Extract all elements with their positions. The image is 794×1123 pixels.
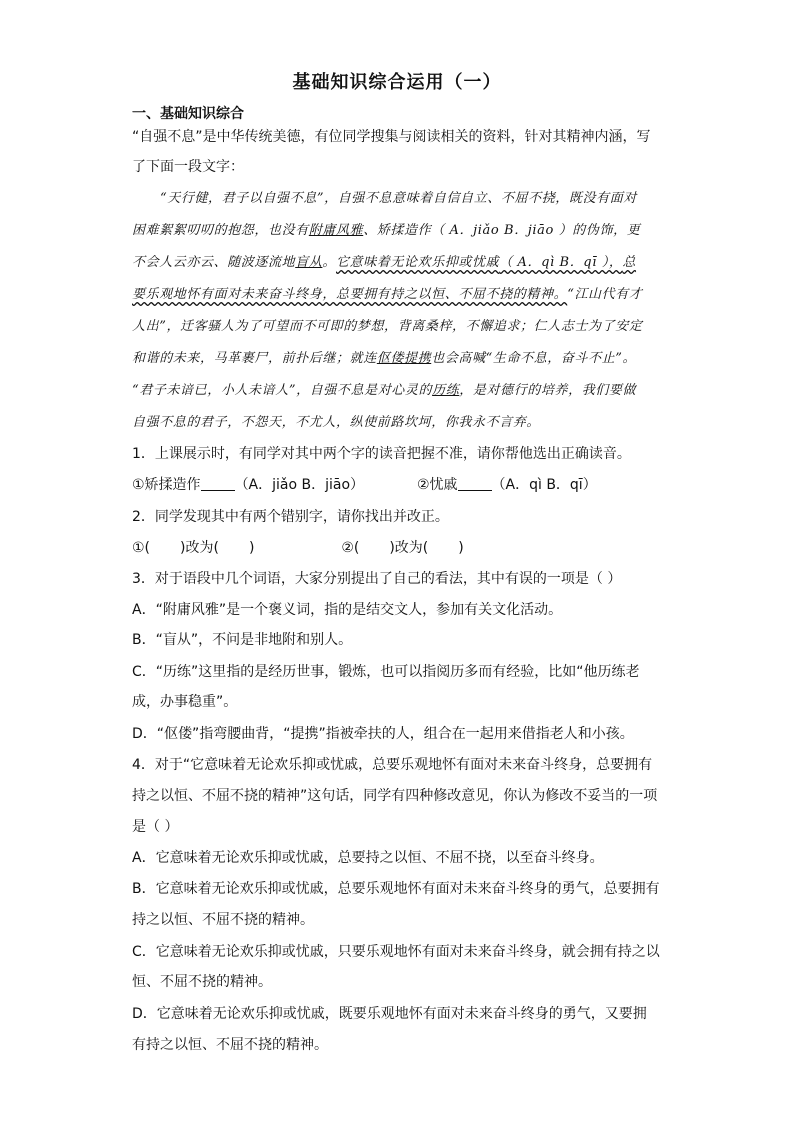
question-4-option-d-line2: 有持之以恒、不屈不挠的精神。	[132, 1037, 328, 1053]
question-3-option-a: A．“附庸风雅”是一个褒义词，指的是结交文人，参加有关文化活动。	[132, 602, 563, 618]
passage-line-7: “君子未谙已，小人未谙人”，自强不息是对心灵的历练，是对德行的培养，我们要做	[132, 383, 637, 398]
term-mangcong: 盲从	[295, 255, 323, 270]
question-4-stem-line2: 持之以恒、不屈不挠的精神”这句话，同学有四种修改意见，你认为修改不妥当的一项	[132, 788, 658, 804]
question-4-option-d-line1: D．它意味着无论欢乐抑或忧戚，既要乐观地怀有面对未来奋斗终身的勇气，又要拥	[132, 1006, 647, 1022]
question-3-option-c-line1: C．“历练”这里指的是经历世事，锻炼，也可以指阅历多而有经验，比如“他历练老	[132, 664, 640, 680]
question-3-option-d: D．“伛偻”指弯腰曲背，“提携”指被牵扶的人，组合在一起用来借指老人和小孩。	[132, 726, 634, 742]
question-4-option-c-line1: C．它意味着无论欢乐抑或忧戚，只要乐观地怀有面对未来奋斗终身，就会拥有持之以	[132, 944, 660, 960]
term-yulvtixie: 伛偻提携	[376, 351, 432, 366]
question-4-option-b-line2: 持之以恒、不屈不挠的精神。	[132, 912, 314, 928]
question-3-stem: 3．对于语段中几个词语，大家分别提出了自己的看法，其中有误的一项是（ ）	[132, 571, 622, 587]
question-4-option-b-line1: B．它意味着无论欢乐抑或忧戚，总要乐观地怀有面对未来奋斗终身的勇气，总要拥有	[132, 881, 660, 897]
section-heading: 一、基础知识综合	[132, 106, 244, 122]
question-4-stem-line3: 是（ ）	[132, 819, 179, 835]
question-4-option-c-line2: 恒、不屈不挠的精神。	[132, 974, 272, 990]
question-1-stem: 1．上课展示时，有同学对其中两个字的读音把握不准，请你帮他选出正确读音。	[132, 446, 631, 462]
passage-line-6: 和谐的未来，马革裹尸，前扑后继；就连伛偻提携也会高喊“生命不息，奋斗不止”。	[132, 351, 637, 366]
question-4-stem-line1: 4．对于“它意味着无论欢乐抑或忧戚，总要乐观地怀有面对未来奋斗终身，总要拥有	[132, 757, 653, 773]
question-3-option-b: B．“盲从”，不问是非地附和别人。	[132, 632, 353, 648]
passage-line-8: 自强不息的君子，不怨天，不尤人，纵使前路坎坷，你我永不言弃。	[132, 415, 541, 430]
passage-line-2: 困难絮絮叨叨的抱怨，也没有附庸风雅、矫揉造作（ A．jiǎo B．jiāo ）的伪饰，更	[132, 223, 641, 238]
passage-line-3: 不会人云亦云、随波逐流地盲从。它意味着无论欢乐抑或忧戚（ A．qì B．qī ），总	[132, 255, 637, 270]
term-fuyongfengya: 附庸风雅	[308, 223, 364, 238]
answer-blank-1a[interactable]	[201, 476, 235, 491]
question-1-answers: ①矫揉造作 （A．jiǎo B．jiāo） ②忧戚 （A．qì B．qī）	[132, 477, 597, 493]
passage-line-1: “天行健，君子以自强不息”，自强不息意味着自信自立、不屈不挠，既没有面对	[160, 191, 637, 206]
passage-line-5: 人出”，迁客骚人为了可望而不可即的梦想，背离桑梓，不懈追求；仁人志士为了安定	[132, 319, 643, 334]
passage-line-4: 要乐观地怀有面对未来奋斗终身，总要拥有持之以恒、不屈不挠的精神。“江山代有才	[132, 287, 643, 302]
answer-blank-1b[interactable]	[458, 476, 492, 491]
wavy-sentence-part-1: 它意味着无论欢乐抑或忧戚	[336, 255, 500, 270]
intro-line-2: 了下面一段文字：	[132, 159, 244, 175]
intro-line-1: “自强不息”是中华传统美德，有位同学搜集与阅读相关的资料，针对其精神内涵，写	[132, 129, 651, 145]
term-lilian: 历练	[432, 383, 460, 398]
wavy-sentence-part-2: 要乐观地怀有面对未来奋斗终身，总要拥有持之以恒、不屈不挠的精神。	[132, 287, 568, 302]
question-2-answers: ①( )改为( ) ②( )改为( )	[132, 540, 464, 556]
question-2-stem: 2．同学发现其中有两个错别字，请你找出并改正。	[132, 509, 449, 525]
question-4-option-a: A．它意味着无论欢乐抑或忧戚，总要持之以恒、不屈不挠，以至奋斗终身。	[132, 850, 604, 866]
page-title: 基础知识综合运用（一）	[292, 72, 502, 93]
question-3-option-c-line2: 成，办事稳重”。	[132, 694, 238, 710]
